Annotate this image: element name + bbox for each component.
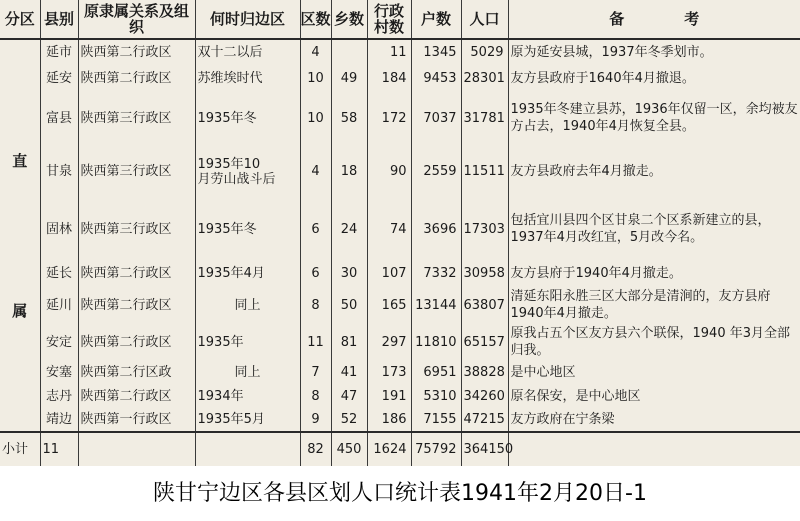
villages-cell: 11: [367, 39, 411, 65]
districts-cell: 4: [300, 39, 331, 65]
population-cell: 63807: [461, 287, 508, 324]
villages-cell: 173: [367, 361, 411, 385]
county-cell: 固林: [40, 198, 78, 261]
townships-cell: 47: [331, 384, 367, 408]
townships-cell: 18: [331, 145, 367, 197]
households-cell: 9453: [411, 65, 461, 91]
townships-cell: [331, 39, 367, 65]
joined-cell: 1935年10 月劳山战斗后: [195, 145, 300, 197]
header-row: [0, 0, 800, 39]
villages-cell: 90: [367, 145, 411, 197]
header-district-group: 分区: [0, 0, 40, 39]
table-row: [0, 361, 800, 385]
affiliation-cell: 陕西第二行政区: [78, 39, 195, 65]
joined-cell: 1935年冬: [195, 91, 300, 145]
county-cell: 安塞: [40, 361, 78, 385]
households-cell: 13144: [411, 287, 461, 324]
table-row: [0, 198, 800, 261]
county-cell: 安定: [40, 324, 78, 361]
villages-cell: 165: [367, 287, 411, 324]
group-label-top: 直: [12, 151, 28, 170]
villages-cell: 191: [367, 384, 411, 408]
affiliation-cell: 陕西第二行政区: [78, 384, 195, 408]
joined-cell: 双十二以后: [195, 39, 300, 65]
households-cell: 7332: [411, 261, 461, 287]
joined-cell: 同上: [195, 287, 300, 324]
table-body: [0, 39, 800, 466]
affiliation-cell: 陕西第三行政区: [78, 145, 195, 197]
notes-cell: 1935年冬建立县苏，1936年仅留一区，余均被友方占去，1940年4月恢复全县。: [510, 102, 798, 135]
villages-cell: 184: [367, 65, 411, 91]
affiliation-cell: 陕西第二行政区: [78, 287, 195, 324]
notes-cell: 友方县政府去年4月撤走。: [510, 164, 662, 179]
table-row: [0, 287, 800, 324]
affiliation-cell: 陕西第一行政区: [78, 408, 195, 432]
header-notes: 备 考: [508, 0, 800, 39]
townships-cell: 58: [331, 91, 367, 145]
joined-cell: 同上: [195, 361, 300, 385]
table-row: [0, 91, 800, 145]
population-cell: 28301: [461, 65, 508, 91]
townships-cell: 24: [331, 198, 367, 261]
townships-cell: 52: [331, 408, 367, 432]
notes-cell: 友方县府于1940年4月撤走。: [510, 266, 682, 282]
county-cell: 靖边: [40, 408, 78, 432]
table-row: [0, 408, 800, 432]
group-label-bottom: 属: [12, 301, 28, 320]
affiliation-cell: 陕西第三行政区: [78, 198, 195, 261]
population-cell: 11511: [461, 145, 508, 197]
county-cell: 延川: [40, 287, 78, 324]
table-row: [0, 324, 800, 361]
subtotal-county-count: 11: [40, 432, 78, 466]
joined-cell: 1935年冬: [195, 198, 300, 261]
subtotal-villages: 1624: [367, 432, 411, 466]
districts-cell: 9: [300, 408, 331, 432]
county-cell: 延市: [40, 39, 78, 65]
subtotal-districts: 82: [300, 432, 331, 466]
subtotal-townships: 450: [331, 432, 367, 466]
villages-cell: 172: [367, 91, 411, 145]
notes-cell: 友方县政府于1640年4月撤退。: [510, 70, 695, 86]
header-joined: 何时归边区: [195, 0, 300, 39]
households-cell: 2559: [411, 145, 461, 197]
notes-cell: 包括宜川县四个区甘泉二个区系新建立的县，1937年4月改红宜，5月改今名。: [510, 213, 771, 246]
notes-cell: 原名保安，是中心地区: [510, 388, 641, 404]
population-cell: 38828: [461, 361, 508, 385]
households-cell: 6951: [411, 361, 461, 385]
districts-cell: 8: [300, 287, 331, 324]
villages-cell: 107: [367, 261, 411, 287]
header-affiliation: 原隶属关系及组织: [78, 0, 195, 39]
subtotal-empty-joined: [195, 432, 300, 466]
townships-cell: 49: [331, 65, 367, 91]
table-row: [0, 39, 800, 65]
notes-cell: 是中心地区: [510, 364, 576, 380]
county-cell: 延安: [40, 65, 78, 91]
county-cell: 甘泉: [40, 145, 78, 197]
households-cell: 7037: [411, 91, 461, 145]
affiliation-cell: 陕西第三行政区: [78, 91, 195, 145]
population-cell: 47215: [461, 408, 508, 432]
header-townships: 乡数: [331, 0, 367, 39]
districts-cell: 6: [300, 198, 331, 261]
districts-cell: 11: [300, 324, 331, 361]
districts-cell: 6: [300, 261, 331, 287]
affiliation-cell: 陕西第二行政区: [78, 324, 195, 361]
joined-cell: 1935年5月: [195, 408, 300, 432]
header-districts: 区数: [300, 0, 331, 39]
table-row: [0, 145, 800, 197]
households-cell: 11810: [411, 324, 461, 361]
townships-cell: 41: [331, 361, 367, 385]
townships-cell: 81: [331, 324, 367, 361]
header-population: 人口: [461, 0, 508, 39]
districts-cell: 8: [300, 384, 331, 408]
population-cell: 34260: [461, 384, 508, 408]
affiliation-cell: 陕西第二行政区: [78, 65, 195, 91]
districts-cell: 4: [300, 145, 331, 197]
subtotal-empty-affiliation: [78, 432, 195, 466]
table-row: [0, 65, 800, 91]
affiliation-cell: 陕西第二行政区: [78, 261, 195, 287]
subtotal-row: [0, 432, 800, 466]
subtotal-empty-notes: [508, 432, 800, 466]
subtotal-households: 75792: [411, 432, 461, 466]
population-cell: 65157: [461, 324, 508, 361]
townships-cell: 50: [331, 287, 367, 324]
households-cell: 5310: [411, 384, 461, 408]
image-caption: 陕甘宁边区各县区划人口统计表1941年2月20日-1: [153, 481, 647, 506]
households-cell: 1345: [411, 39, 461, 65]
county-cell: 志丹: [40, 384, 78, 408]
district-group-cell: [0, 39, 40, 432]
households-cell: 7155: [411, 408, 461, 432]
table-row: [0, 261, 800, 287]
county-cell: 富县: [40, 91, 78, 145]
header-county: 县别: [40, 0, 78, 39]
joined-cell: 1934年: [195, 384, 300, 408]
townships-cell: 30: [331, 261, 367, 287]
joined-cell: 1935年: [195, 324, 300, 361]
joined-cell: 苏维埃时代: [195, 65, 300, 91]
villages-cell: 74: [367, 198, 411, 261]
households-cell: 3696: [411, 198, 461, 261]
notes-cell: 友方政府在宁条梁: [510, 412, 615, 428]
subtotal-label: 小计: [0, 432, 40, 466]
notes-cell: 原我占五个区友方县六个联保，1940 年3月全部归我。: [510, 326, 790, 359]
table-row: [0, 384, 800, 408]
county-cell: 延长: [40, 261, 78, 287]
villages-cell: 297: [367, 324, 411, 361]
population-cell: 5029: [461, 39, 508, 65]
population-cell: 30958: [461, 261, 508, 287]
population-cell: 17303: [461, 198, 508, 261]
districts-cell: 10: [300, 65, 331, 91]
subtotal-population: 364150: [461, 432, 508, 466]
notes-cell: 原为延安县城，1937年冬季划市。: [510, 45, 713, 61]
joined-cell: 1935年4月: [195, 261, 300, 287]
header-villages: 行政 村数: [367, 0, 411, 39]
villages-cell: 186: [367, 408, 411, 432]
header-households: 户数: [411, 0, 461, 39]
notes-cell: 清延东阳永胜三区大部分是清涧的，友方县府1940年4月撤走。: [510, 289, 771, 322]
districts-cell: 7: [300, 361, 331, 385]
districts-cell: 10: [300, 91, 331, 145]
affiliation-cell: 陕西第二行区政: [78, 361, 195, 385]
population-cell: 31781: [461, 91, 508, 145]
